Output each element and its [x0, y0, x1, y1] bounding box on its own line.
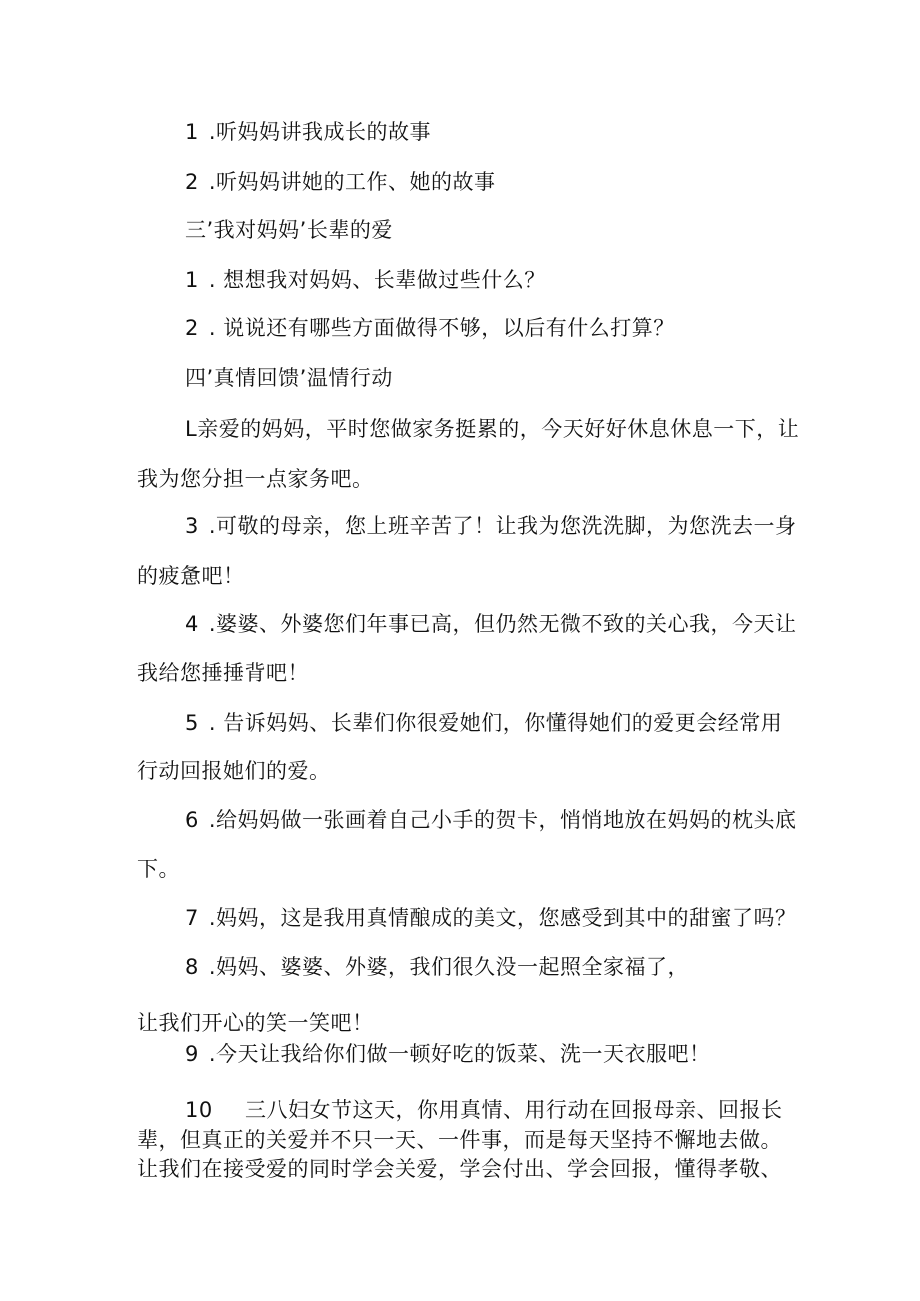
item-10-line1 [185, 1096, 855, 1124]
item-number: 7 [185, 906, 199, 930]
item-6-line1 [185, 806, 855, 834]
section2-item-2 [185, 168, 855, 196]
item-5-line2: 行动回报她们的爱。 [137, 759, 331, 783]
item-number: 2 [185, 316, 199, 340]
item-8-line1 [185, 953, 855, 981]
item-text: . 告诉妈妈、长辈们你很爱她们，你懂得她们的爱更会经常用 [208, 711, 783, 735]
item-text: .妈妈、婆婆、外婆，我们很久没一起照全家福了， [208, 955, 690, 979]
item-8-line2: 让我们开心的笑一笑吧！ [137, 1011, 374, 1035]
item-text: 三八妇女节这天，你用真情、用行动在回报母亲、回报长 [245, 1098, 783, 1122]
item-10-line3: 让我们在接受爱的同时学会关爱，学会付出、学会回报，懂得孝敬、 [137, 1157, 782, 1181]
item-L-line2: 我为您分担一点家务吧。 [137, 467, 374, 491]
item-number: 4 [185, 612, 199, 636]
item-number: 5 [185, 711, 199, 735]
item-7-line1 [185, 904, 855, 932]
item-number: 1 [185, 268, 199, 292]
item-text: .婆婆、外婆您们年事已高，但仍然无微不致的关心我，今天让 [208, 612, 797, 636]
item-6-line2: 下。 [137, 857, 180, 881]
section2-item-1 [185, 118, 855, 146]
item-number: 2 [185, 170, 199, 194]
item-number: 9 [185, 1042, 199, 1066]
item-4-line2: 我给您捶捶背吧！ [137, 661, 309, 685]
item-4-line1 [185, 610, 855, 638]
item-number: 8 [185, 955, 199, 979]
item-number: 1 [185, 120, 199, 144]
section3-heading: 三’我对妈妈’长辈的爱 [185, 218, 393, 242]
item-text: . 想想我对妈妈、长辈做过些什么？ [208, 268, 546, 292]
item-number: 6 [185, 808, 199, 832]
item-text: .今天让我给你们做一顿好吃的饭菜、洗一天衣服吧！ [208, 1042, 711, 1066]
section4-heading: 四’真情回馈’温情行动 [185, 366, 393, 390]
item-text: .妈妈，这是我用真情酿成的美文，您感受到其中的甜蜜了吗？ [208, 906, 797, 930]
item-3-line1 [185, 512, 855, 540]
item-9-line1 [185, 1040, 855, 1068]
section3-item-2 [185, 314, 855, 342]
item-text: .听妈妈讲我成长的故事 [208, 120, 432, 144]
item-number: 10 [185, 1098, 213, 1122]
item-text: .给妈妈做一张画着自己小手的贺卡，悄悄地放在妈妈的枕头底 [208, 808, 797, 832]
item-text: .可敬的母亲，您上班辛苦了！让我为您洗洗脚，为您洗去一身 [208, 514, 797, 538]
item-text: .听妈妈讲她的工作、她的故事 [208, 170, 496, 194]
item-10-line2: 辈，但真正的关爱并不只一天、一件事，而是每天坚持不懈地去做。 [137, 1128, 782, 1152]
item-5-line1 [185, 709, 855, 737]
item-text: . 说说还有哪些方面做得不够，以后有什么打算？ [208, 316, 675, 340]
section3-item-1 [185, 266, 855, 294]
item-3-line2: 的疲惫吧！ [137, 564, 245, 588]
item-L-line1: L亲爱的妈妈，平时您做家务挺累的，今天好好休息休息一下，让 [185, 417, 800, 441]
item-number: 3 [185, 514, 199, 538]
